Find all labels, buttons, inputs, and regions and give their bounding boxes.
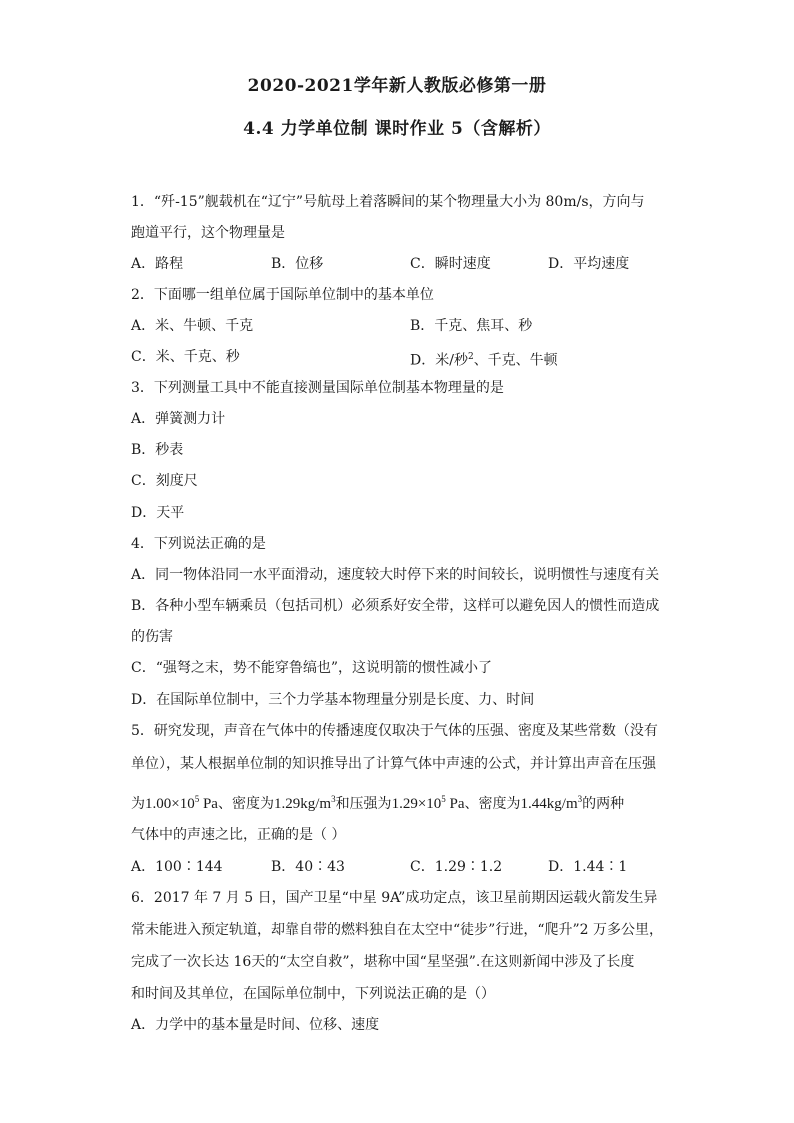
q3-option-d: D．天平 bbox=[131, 505, 185, 521]
q6-stem-line4: 和时间及其单位，在国际单位制中，下列说法正确的是（） bbox=[131, 986, 495, 1002]
document-title-line1: 2020-2021学年新人教版必修第一册 bbox=[247, 76, 547, 96]
q2-stem: 2．下面哪一组单位属于国际单位制中的基本单位 bbox=[131, 287, 434, 303]
q1-option-a: A．路程 bbox=[131, 256, 184, 272]
q5-pressure-2 bbox=[392, 796, 465, 812]
q1-stem-line1: 1．“歼-15”舰载机在“辽宁”号航母上着落瞬间的某个物理量大小为 80m/s，方向与 bbox=[131, 194, 645, 210]
q4-option-b-line2: 的伤害 bbox=[131, 629, 173, 645]
q2-option-c: C．米、千克、秒 bbox=[131, 349, 240, 365]
q5-line3-text-d: 、密度为 bbox=[464, 796, 521, 812]
q2-option-d-prefix: D．米/秒 bbox=[410, 352, 468, 369]
q5-pressure-2-value: 1.29×10 bbox=[391, 796, 442, 812]
q6-stem-line1: 6．2017 年 7 月 5 日，国产卫星“中星 9A”成功定点，该卫星前期因运载火箭发生异 bbox=[131, 890, 658, 906]
q5-line3-text-b: 、密度为 bbox=[217, 796, 274, 812]
q5-density-1-exponent: 3 bbox=[331, 794, 336, 804]
q6-option-a: A．力学中的基本量是时间、位移、速度 bbox=[131, 1017, 380, 1033]
q2-option-d-exponent: 2 bbox=[467, 352, 474, 362]
q5-line3-text-a: 为 bbox=[131, 796, 145, 812]
q5-pressure-1-unit: Pa bbox=[199, 796, 218, 812]
q5-pressure-2-exponent: 5 bbox=[441, 794, 446, 804]
q4-option-d: D．在国际单位制中，三个力学基本物理量分别是长度、力、时间 bbox=[131, 692, 535, 708]
q5-option-a: A．100∶144 bbox=[131, 859, 223, 875]
q1-stem-line2: 跑道平行，这个物理量是 bbox=[131, 225, 285, 241]
q2-option-a: A．米、牛顿、千克 bbox=[131, 318, 254, 334]
q5-density-1-value: 1.29kg/m bbox=[273, 796, 332, 812]
q4-option-b-line1: B．各种小型车辆乘员（包括司机）必须系好安全带，这样可以避免因人的惯性而造成 bbox=[131, 598, 660, 614]
q5-stem-line2: 单位），某人根据单位制的知识推导出了计算气体中声速的公式，并计算出声音在压强 bbox=[131, 756, 656, 772]
q5-stem-line4: 气体中的声速之比，正确的是（ ） bbox=[131, 827, 346, 843]
q5-density-1 bbox=[274, 796, 336, 812]
q4-option-a: A．同一物体沿同一水平面滑动，速度较大时停下来的时间较长，说明惯性与速度有关 bbox=[131, 567, 660, 583]
q3-stem: 3．下列测量工具中不能直接测量国际单位制基本物理量的是 bbox=[131, 380, 504, 396]
q3-option-c: C．刻度尺 bbox=[131, 473, 198, 489]
q5-stem-line3 bbox=[131, 790, 624, 813]
q4-stem: 4．下列说法正确的是 bbox=[131, 536, 266, 552]
q5-pressure-1-exponent: 5 bbox=[194, 794, 200, 804]
q4-option-c: C．“强弩之末，势不能穿鲁缟也”，这说明箭的惯性减小了 bbox=[131, 660, 493, 676]
q3-option-a: A．弹簧测力计 bbox=[131, 411, 226, 427]
q5-line3-text-e: 的两种 bbox=[582, 796, 625, 812]
q2-option-d-suffix: 、千克、牛顿 bbox=[473, 352, 558, 369]
q2-option-d bbox=[410, 348, 558, 370]
q5-option-b: B．40∶43 bbox=[271, 859, 345, 875]
q1-option-d: D．平均速度 bbox=[548, 256, 630, 272]
q5-option-c: C．1.29∶1.2 bbox=[410, 859, 503, 875]
q5-pressure-1-value: 1.00×10 bbox=[145, 796, 195, 812]
q5-line3-text-c: 和压强为 bbox=[335, 796, 392, 812]
q5-pressure-2-unit: Pa bbox=[445, 796, 465, 812]
q1-option-c: C．瞬时速度 bbox=[410, 256, 491, 272]
document-title-line2: 4.4 力学单位制 课时作业 5（含解析） bbox=[243, 119, 551, 139]
q2-option-b: B．千克、焦耳、秒 bbox=[410, 318, 533, 334]
q6-stem-line3: 完成了一次长达 16天的“太空自救”，堪称中国“星坚强”.在这则新闻中涉及了长度 bbox=[131, 954, 635, 970]
q5-stem-line1: 5．研究发现，声音在气体中的传播速度仅取决于气体的压强、密度及某些常数（没有 bbox=[131, 723, 658, 739]
q3-option-b: B．秒表 bbox=[131, 442, 184, 458]
q5-density-2 bbox=[521, 796, 583, 812]
q5-pressure-1 bbox=[145, 796, 218, 812]
q1-option-b: B．位移 bbox=[271, 256, 324, 272]
q5-density-2-exponent: 3 bbox=[577, 794, 583, 804]
q5-option-d: D．1.44∶1 bbox=[548, 859, 628, 875]
q5-density-2-value: 1.44kg/m bbox=[520, 796, 578, 812]
q6-stem-line2: 常未能进入预定轨道，却靠自带的燃料独自在太空中“徒步”行进，“爬升”2 万多公里， bbox=[131, 922, 663, 938]
